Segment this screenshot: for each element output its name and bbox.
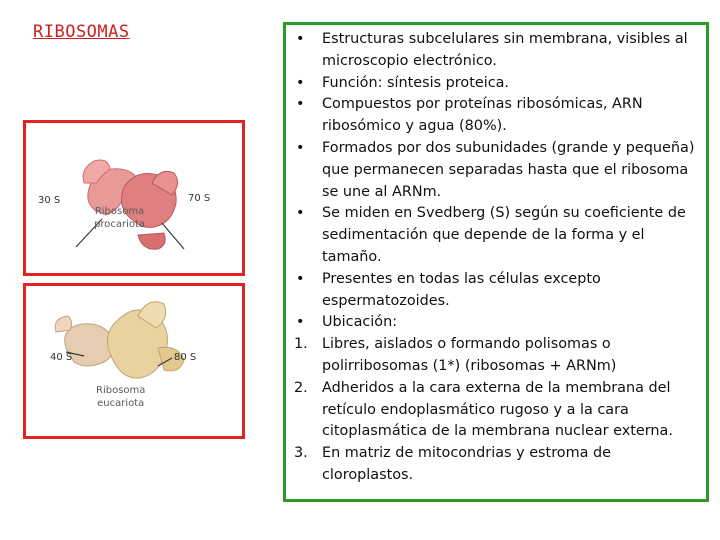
bullet-marker: • xyxy=(296,205,305,222)
number-marker: 3. xyxy=(294,445,308,462)
list-item: • Formados por dos subunidades (grande y pequeña) que permanecen separadas hasta que el ribosoma se une al ARNm. xyxy=(296,139,695,200)
prokaryote-small-subunit-label: 30 S xyxy=(38,195,61,206)
bullet-marker: • xyxy=(296,270,305,287)
list-item: • Se miden en Svedberg (S) según su coeficiente de sedimentación que depende de la forma y el tamaño. xyxy=(296,205,686,265)
bullet-marker: • xyxy=(296,96,305,113)
bullet-marker: • xyxy=(296,74,305,91)
list-item: • Presentes en todas las células excepto espermatozoides. xyxy=(296,270,601,309)
prokaryote-ribosome-panel xyxy=(23,120,245,276)
bullet-marker: • xyxy=(296,314,305,331)
eukaryote-large-subunit-label: 80 S xyxy=(174,352,197,363)
list-item: • Compuestos por proteínas ribosómicas, ARN ribosómico y agua (80%). xyxy=(296,96,643,135)
list-item: • Estructuras subcelulares sin membrana, visibles al microscopio electrónico. xyxy=(296,31,688,69)
number-marker: 2. xyxy=(294,379,308,396)
eukaryote-ribosome-name: Ribosoma eucariota xyxy=(96,385,146,409)
list-item: • Ubicación: xyxy=(292,312,698,334)
eukaryote-ribosome-panel xyxy=(23,283,245,439)
page-title: RIBOSOMAS xyxy=(33,22,130,42)
bullet-marker: • xyxy=(296,139,305,156)
prokaryote-ribosome-name: Ribosoma procariota xyxy=(94,206,146,230)
numbered-item: 3. En matriz de mitocondrias y estroma de cloroplastos. xyxy=(294,445,611,483)
numbered-item: 1. Libres, aislados o formando polisomas o polirribosomas (1*) (ribosomas + ARNm) xyxy=(294,336,617,374)
prokaryote-large-subunit-label: 70 S xyxy=(188,193,211,204)
list-item: • Función: síntesis proteica. xyxy=(292,73,698,95)
eukaryote-large-subunit xyxy=(108,302,185,378)
ribosome-description-box xyxy=(283,22,709,502)
number-marker: 1. xyxy=(294,336,308,353)
eukaryote-small-subunit-label: 40 S xyxy=(50,352,73,363)
bullet-marker: • xyxy=(296,31,305,47)
numbered-item: 2. Adheridos a la cara externa de la membrana del retículo endoplasmático rugoso y a la cara citoplasmática de la membrana nuclear externa. xyxy=(294,379,673,440)
